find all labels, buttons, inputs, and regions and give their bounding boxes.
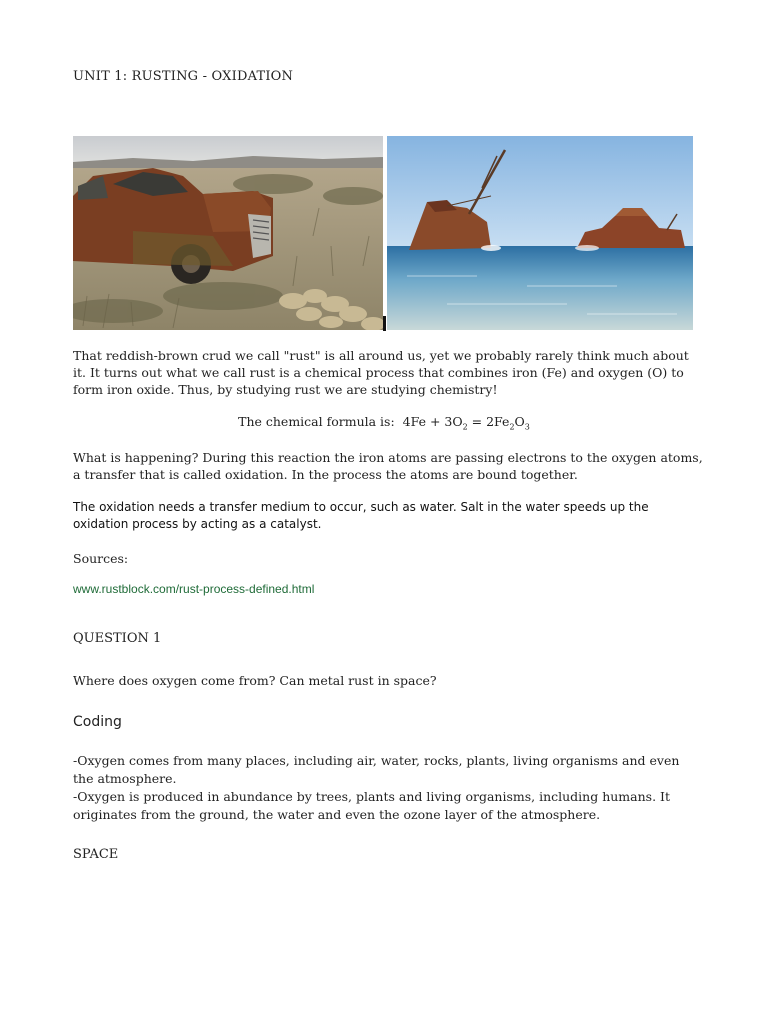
formula-label: The chemical formula is: <box>238 414 395 429</box>
question-text: Where does oxygen come from? Can metal rust in space? <box>73 673 437 688</box>
sources-label: Sources: <box>73 551 129 566</box>
source-link[interactable]: www.rustblock.com/rust-process-defined.html <box>73 582 315 596</box>
formula-equals: = 2Fe <box>467 414 510 429</box>
text-cursor <box>383 316 386 331</box>
chemical-formula <box>0 414 768 432</box>
medium-paragraph: The oxidation needs a transfer medium to occur, such as water. Salt in the water speeds up the oxidation process by acting as a catalyst. <box>73 500 649 531</box>
space-heading: SPACE <box>73 847 119 862</box>
rusty-car-photo <box>73 136 383 330</box>
photo-strip <box>73 136 693 330</box>
question-heading: QUESTION 1 <box>73 631 162 646</box>
answer-line-2: -Oxygen is produced in abundance by trees, plants and living organisms, including humans. It originates from the ground, the water and even the ozone layer of the atmosphere. <box>73 789 670 822</box>
formula-subscript: 2 <box>509 422 515 432</box>
reaction-paragraph: What is happening? During this reaction the iron atoms are passing electrons to the oxygen atoms, a transfer that is called oxidation. In the process the atoms are bound together. <box>73 450 703 482</box>
formula-oxygen: O <box>514 414 525 429</box>
page-title: UNIT 1: RUSTING - OXIDATION <box>73 69 294 84</box>
intro-paragraph: That reddish-brown crud we call "rust" is all around us, yet we probably rarely think much about it. It turns out what we call rust is a chemical process that combines iron (Fe) and oxygen (O) to form iron oxide. Thus, by studying rust we are studying chemistry! <box>73 348 689 397</box>
formula-subscript: 3 <box>524 422 530 432</box>
formula-subscript: 2 <box>462 422 468 432</box>
answer-text <box>73 752 703 824</box>
coding-heading: Coding <box>73 714 122 730</box>
formula-reactants: 4Fe + 3O <box>402 414 463 429</box>
rusty-shipwrecks-photo <box>387 136 693 330</box>
answer-line-1: -Oxygen comes from many places, including air, water, rocks, plants, living organisms and even the atmosphere. <box>73 753 680 786</box>
